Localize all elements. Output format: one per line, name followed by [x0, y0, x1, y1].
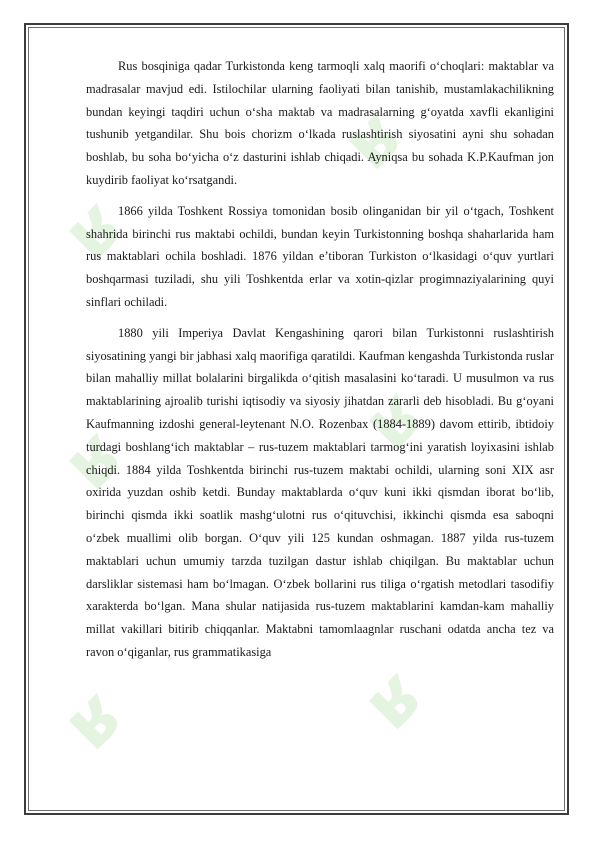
- watermark-mark: ʁ: [46, 669, 143, 765]
- paragraph: 1866 yilda Toshkent Rossiya tomonidan bosib olinganidan bir yil o‘tgach, Toshkent shahrida birinchi rus maktabi ochildi, bundan keyin Turkistonning boshqa shaharlarida ham rus maktablari ochila boshladi. 1876 yildan e’tiboran Turkiston o‘lkasidagi o‘quv yurtlari boshqarmasi tuziladi, shu yili Toshkentda erlar va xotin-qizlar progimnaziyalarining quyi sinflari ochiladi.: [86, 203, 554, 309]
- watermark-mark: ʁ: [46, 409, 143, 505]
- document-body: [86, 55, 554, 672]
- watermark-mark: ʁ: [346, 369, 443, 465]
- paragraph: Rus bosqiniga qadar Turkistonda keng tarmoqli xalq maorifi o‘choqlari: maktablar va madrasalar mavjud edi. Istilochilar ularning faoliyati bilan tanishib, mustamlakachilikning bundan keyingi taqdiri uchun o‘sha maktab va madrasalarning g‘oyatda xavfli ekanligini tushunib yetgandilar. Shu bois chorizm o‘lkada ruslashtirish siyosatini ayni shu sohadan boshlab, bu soha bo‘yicha o‘z dasturini ishlab chiqadi. Ayniqsa bu sohada K.P.Kaufman jon kuydirib faoliyat ko‘rsatgandi.: [86, 59, 554, 187]
- watermark-mark: ʁ: [326, 89, 423, 185]
- watermark-mark: ʁ: [346, 649, 443, 745]
- watermark-mark: ʁ: [46, 179, 143, 275]
- paragraph: 1880 yili Imperiya Davlat Kengashining qarori bilan Turkistonni ruslashtirish siyosatining yangi bir jabhasi xalq maorifiga qaratildi. Kaufman kengashda Turkistonda ruslar bilan mahalliy millat bolalarini birgalikda o‘qitish masalasini ko‘taradi. U musulmon va rus maktablarining ajroalib turishi iqtisodiy va siyosiy jihatdan zararli deb hisobladi. Bu g‘oyani Kaufmanning izdoshi general-leytenant N.O. Rozenbax (1884-1889) davom ettirib, ibtidoiy turdagi boshlang‘ich maktablar – rus-tuzem maktablari tarmog‘ini yaratish loyixasini ishlab chiqdi. 1884 yilda Toshkentda birinchi rus-tuzem maktabi ochildi, ularning soni XIX asr oxirida yuzdan oshib ketdi. Bunday maktablarda o‘quv kuni ikki qismdan iborat bo‘lib, birinchi qismda ikki soatlik mashg‘ulotni rus o‘qituvchisi, ikkinchi qismda esa saboqni o‘zbek muallimi olib borgan. O‘quv yili 125 kundan oshmagan. 1887 yilda rus-tuzem maktablari uchun umumiy tarzda tuzilgan dastur ishlab chiqilgan. Bu maktablar uchun darsliklar sistemasi ham bo‘lmagan. O‘zbek bollarini rus tiliga o‘rgatish metodlari tasodifiy xarakterda bo‘lgan. Mana shular natijasida rus-tuzem maktablarini kamdan-kam mahalliy millat vakillari bitirib chiqqanlar. Maktabni tamomlaagnlar ruschani odatda ancha tez va ravon o‘qiganlar, rus grammatikasiga: [86, 325, 554, 659]
